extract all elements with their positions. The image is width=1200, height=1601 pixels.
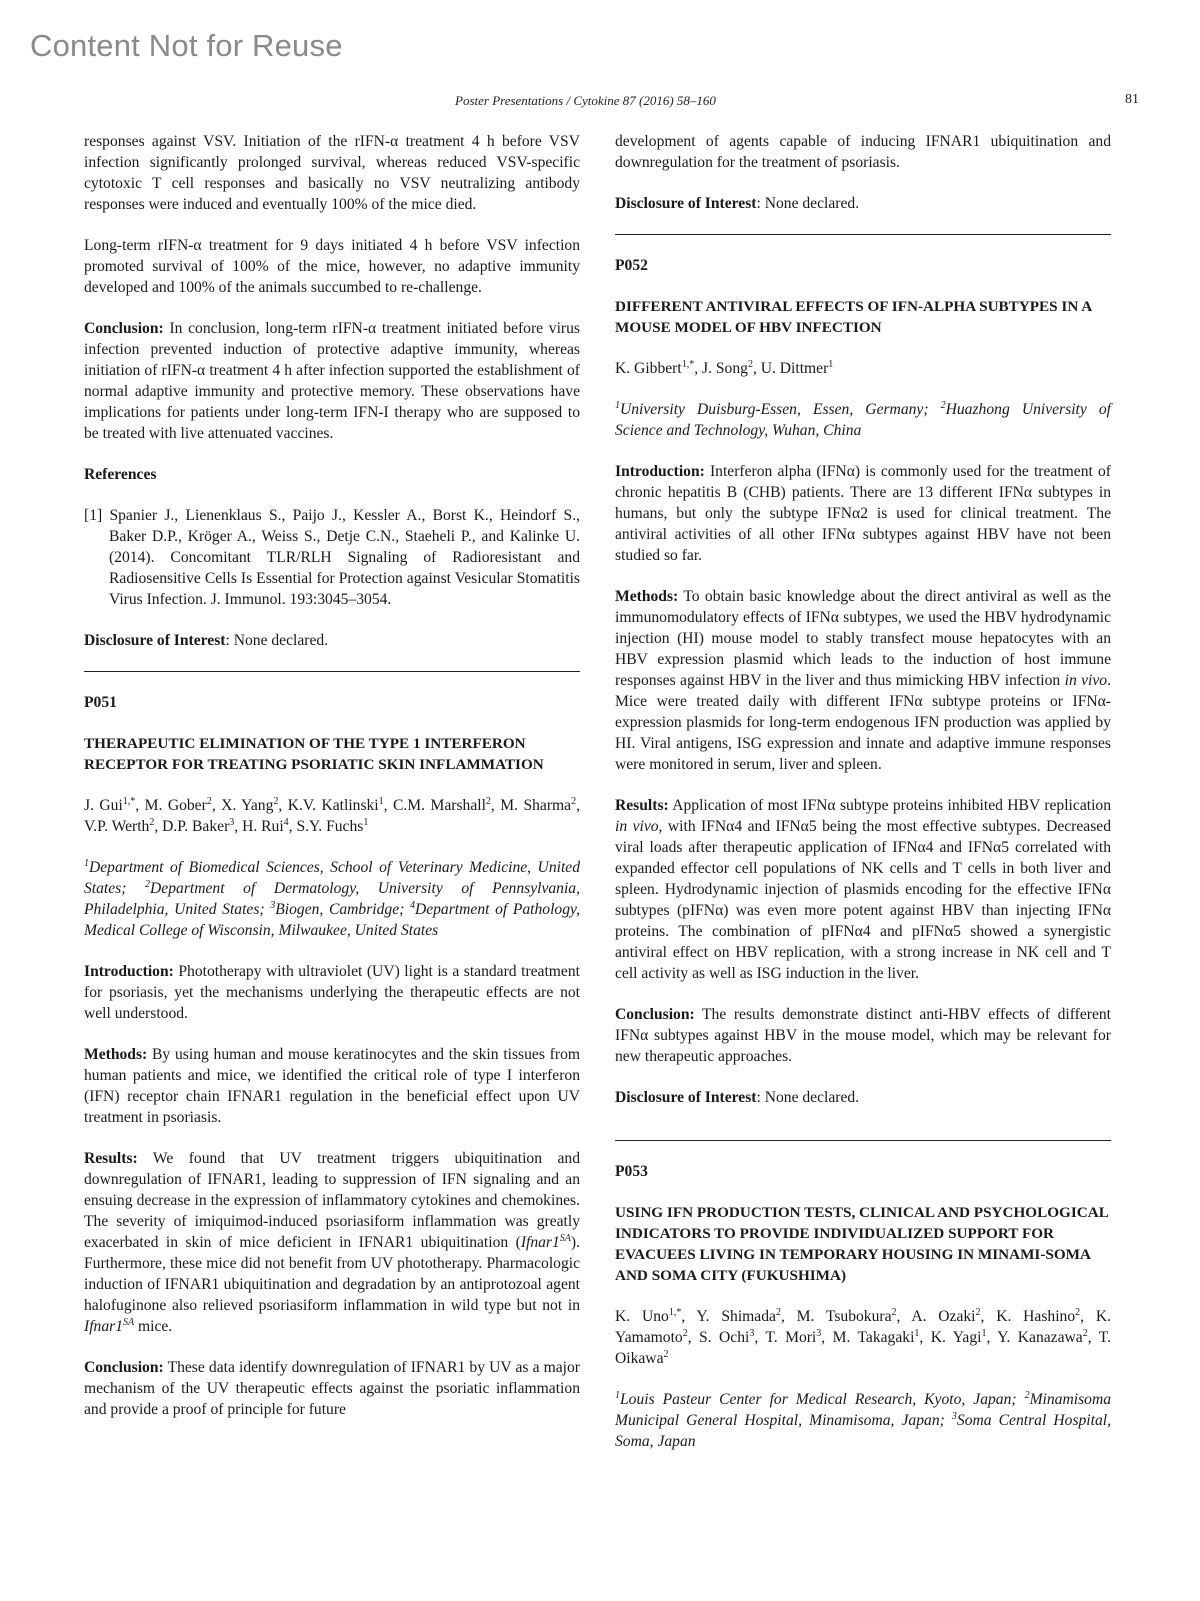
left-column: [84, 131, 580, 1440]
paragraph: Long-term rIFN-α treatment for 9 days initiated 4 h before VSV infection promoted survival of 100% of the mice, however, no adaptive immunity developed and 100% of the animals succumbed to re-challenge.: [84, 237, 580, 296]
section-text: . Mice were treated daily with different IFNα subtype proteins or IFNα-expression plasmids for long-term endogenous IFN production was applied by HI. Viral antigens, ISG expression and innate and adaptive immune responses were monitored in serum, liver and spleen.: [615, 672, 1112, 773]
section-label: Conclusion:: [615, 1006, 695, 1023]
section-label: Methods:: [615, 588, 679, 605]
abstract-id: P053: [615, 1163, 648, 1180]
running-head: Poster Presentations / Cytokine 87 (2016) 58–160: [455, 93, 716, 108]
continued-paragraph: development of agents capable of inducing IFNAR1 ubiquitination and downregulation for the treatment of psoriasis.: [615, 133, 1111, 171]
section-label: Results:: [615, 797, 669, 814]
section-text: mice.: [134, 1318, 173, 1335]
reference-item: [1] Spanier J., Lienenklaus S., Paijo J., Kessler A., Borst K., Heindorf S., Baker D.P., Kröger A., Weiss S., Detje C.N., Staeheli P., and Kalinke U. (2014). Concomitant TLR/RLH Signaling of Radioresistant and Radiosensitive Cells Is Essential for Protection against Vesicular Stomatitis Virus Infection. J. Immunol. 193:3045–3054.: [84, 507, 580, 608]
section-divider: [615, 1140, 1111, 1141]
author-list: K. Gibbert$^{1,*}$, J. Song$^2$, U. Dittmer$^1$: [615, 358, 834, 377]
section-label: Conclusion:: [84, 1359, 164, 1376]
disclosure-label: Disclosure of Interest: [84, 632, 226, 649]
abstract-title: DIFFERENT ANTIVIRAL EFFECTS OF IFN-ALPHA SUBTYPES IN A MOUSE MODEL OF HBV INFECTION: [615, 298, 1092, 336]
gene-name: Ifnar1: [84, 1318, 123, 1335]
section-text: Application of most IFNα subtype proteins inhibited HBV replication: [668, 797, 1111, 814]
section-text: ). Furthermore, these mice did not benefit from UV phototherapy. Pharmacologic induction of IFNAR1 ubiquitination and degradation by an antiprotozoal agent halofuginone also relieved psoriasiform inflammation in wild type but not in: [84, 1234, 580, 1314]
section-text: Phototherapy with ultraviolet (UV) light is a standard treatment for psoriasis, yet the mechanisms underlying the therapeutic effects are not well understood.: [84, 963, 580, 1022]
section-text: We found that UV treatment triggers ubiquitination and downregulation of IFNAR1, leading to suppression of IFN signaling and an ensuing decrease in the expression of inflammatory cytokines and chemokines. The severity of imiquimod-induced psoriasiform inflammation was greatly exacerbated in skin of mice deficient in IFNAR1 ubiquitination (: [84, 1150, 580, 1251]
section-label: Results:: [84, 1150, 138, 1167]
section-text: In conclusion, long-term rIFN-α treatment initiated before virus infection prevented induction of protective adaptive immunity, whereas initiation of rIFN-α treatment 4 h after infection supported the establishment of normal adaptive immunity and protective memory. These observations have implications for patients under long-term IFN-I therapy who are supposed to be treated with live attenuated vaccines.: [84, 320, 580, 442]
references-heading: References: [84, 466, 157, 483]
introduction-paragraph: [615, 461, 1111, 566]
affiliations: $^1$Louis Pasteur Center for Medical Research, Kyoto, Japan; $^2$Minamisoma Municipal General Hospital, Minamisoma, Japan; $^3$Soma Central Hospital, Soma, Japan: [615, 1389, 1112, 1450]
methods-paragraph: [615, 586, 1111, 775]
abstract-id: P052: [615, 257, 648, 274]
abstract-title: THERAPEUTIC ELIMINATION OF THE TYPE 1 INTERFERON RECEPTOR FOR TREATING PSORIATIC SKIN INFLAMMATION: [84, 735, 544, 773]
author-list: J. Gui$^{1,*}$, M. Gober$^2$, X. Yang$^2$, K.V. Katlinski$^1$, C.M. Marshall$^2$, M. Sharma$^2$, V.P. Werth$^2$, D.P. Baker$^3$, H. Rui$^4$, S.Y. Fuchs$^1$: [84, 795, 580, 835]
section-text: These data identify downregulation of IFNAR1 by UV as a major mechanism of the UV therapeutic effects against the psoriatic inflammation and provide a proof of principle for future: [84, 1359, 580, 1418]
affiliations: $^1$Department of Biomedical Sciences, School of Veterinary Medicine, United States; $^2$Department of Dermatology, University of Pennsylvania, Philadelphia, United States; $^3$Biogen, Cambridge; $^4$Department of Pathology, Medical College of Wisconsin, Milwaukee, United States: [84, 857, 580, 939]
section-text: Interferon alpha (IFNα) is commonly used for the treatment of chronic hepatitis B (CHB) patients. There are 13 different IFNα subtypes in humans, but only the subtype IFNα2 is used for clinical treatment. The antiviral activities of all other IFNα subtypes against HBV have not been studied so far.: [615, 463, 1111, 564]
disclosure: [615, 1087, 1111, 1108]
section-text: By using human and mouse keratinocytes and the skin tissues from human patients and mice, we identified the critical role of type I interferon (IFN) receptor chain IFNAR1 regulation in the beneficial effect upon UV treatment in psoriasis.: [84, 1046, 580, 1126]
section-text: The results demonstrate distinct anti-HBV effects of different IFNα subtypes against HBV in the mouse model, which may be relevant for new therapeutic approaches.: [615, 1006, 1111, 1065]
disclosure-text: : None declared.: [756, 1089, 860, 1106]
disclosure-label: Disclosure of Interest: [615, 195, 757, 212]
disclosure-label: Disclosure of Interest: [615, 1089, 757, 1106]
results-paragraph: [615, 795, 1111, 984]
conclusion-paragraph: [615, 1004, 1111, 1067]
abstract-id: P051: [84, 694, 117, 711]
gene-superscript: SA: [559, 1232, 571, 1244]
section-label: Conclusion:: [84, 320, 164, 337]
section-divider: [84, 671, 580, 672]
gene-superscript: SA: [122, 1316, 135, 1328]
right-column: [615, 131, 1111, 1472]
disclosure-text: : None declared.: [225, 632, 329, 649]
section-label: Introduction:: [84, 963, 174, 980]
affiliations: $^1$University Duisburg-Essen, Essen, Germany; $^2$Huazhong University of Science and Technology, Wuhan, China: [615, 399, 1111, 439]
section-text: , with IFNα4 and IFNα5 being the most effective subtypes. Decreased viral loads after therapeutic application of IFNα4 and IFNα5 correlated with expanded effector cell populations of NK cells and T cells in both liver and spleen. Hydrodynamic injection of plasmids encoding for the effective IFNα subtypes (pIFNα) was even more potent against HBV than injecting IFNα proteins. The combination of pIFNα4 and pIFNα5 showed a synergistic antiviral effect on HBV replication, with a strong increase in NK cell and T cell activity as well as ISG induction in the liver.: [615, 818, 1111, 982]
section-divider: [615, 234, 1111, 235]
author-list: K. Uno$^{1,*}$, Y. Shimada$^2$, M. Tsubokura$^2$, A. Ozaki$^2$, K. Hashino$^2$, K. Yamamoto$^2$, S. Ochi$^3$, T. Mori$^3$, M. Takagaki$^1$, K. Yagi$^1$, Y. Kanazawa$^2$, T. Oikawa$^2$: [615, 1306, 1112, 1367]
results-paragraph: [84, 1148, 580, 1337]
section-label: Introduction:: [615, 463, 705, 480]
disclosure: [615, 193, 1111, 214]
disclosure: [84, 630, 580, 651]
conclusion-paragraph: [84, 1357, 580, 1420]
section-text: To obtain basic knowledge about the direct antiviral as well as the immunomodulatory effects of IFNα subtypes, we used the HBV hydrodynamic injection (HI) mouse model to stably transfect mouse hepatocytes with an HBV expression plasmid which leads to the induction of host immune responses against HBV in the liver and thus mimicking HBV infection: [615, 588, 1111, 689]
methods-paragraph: [84, 1044, 580, 1128]
in-vivo-text: in vivo: [615, 818, 659, 835]
disclosure-text: : None declared.: [756, 195, 860, 212]
conclusion-paragraph: [84, 318, 580, 444]
continued-paragraph: responses against VSV. Initiation of the rIFN-α treatment 4 h before VSV infection significantly prolonged survival, whereas reduced VSV-specific cytotoxic T cell responses and basically no VSV neutralizing antibody responses were induced and eventually 100% of the mice died.: [84, 133, 580, 213]
watermark-text: Content Not for Reuse: [30, 28, 343, 63]
gene-name: Ifnar1: [520, 1234, 560, 1251]
in-vivo-text: in vivo: [1064, 672, 1108, 689]
section-label: Methods:: [84, 1046, 148, 1063]
page-number: 81: [1125, 92, 1139, 107]
introduction-paragraph: [84, 961, 580, 1024]
abstract-title: USING IFN PRODUCTION TESTS, CLINICAL AND PSYCHOLOGICAL INDICATORS TO PROVIDE INDIVIDUALIZED SUPPORT FOR EVACUEES LIVING IN TEMPORARY HOUSING IN MINAMI-SOMA AND SOMA CITY (FUKUSHIMA): [615, 1204, 1108, 1284]
